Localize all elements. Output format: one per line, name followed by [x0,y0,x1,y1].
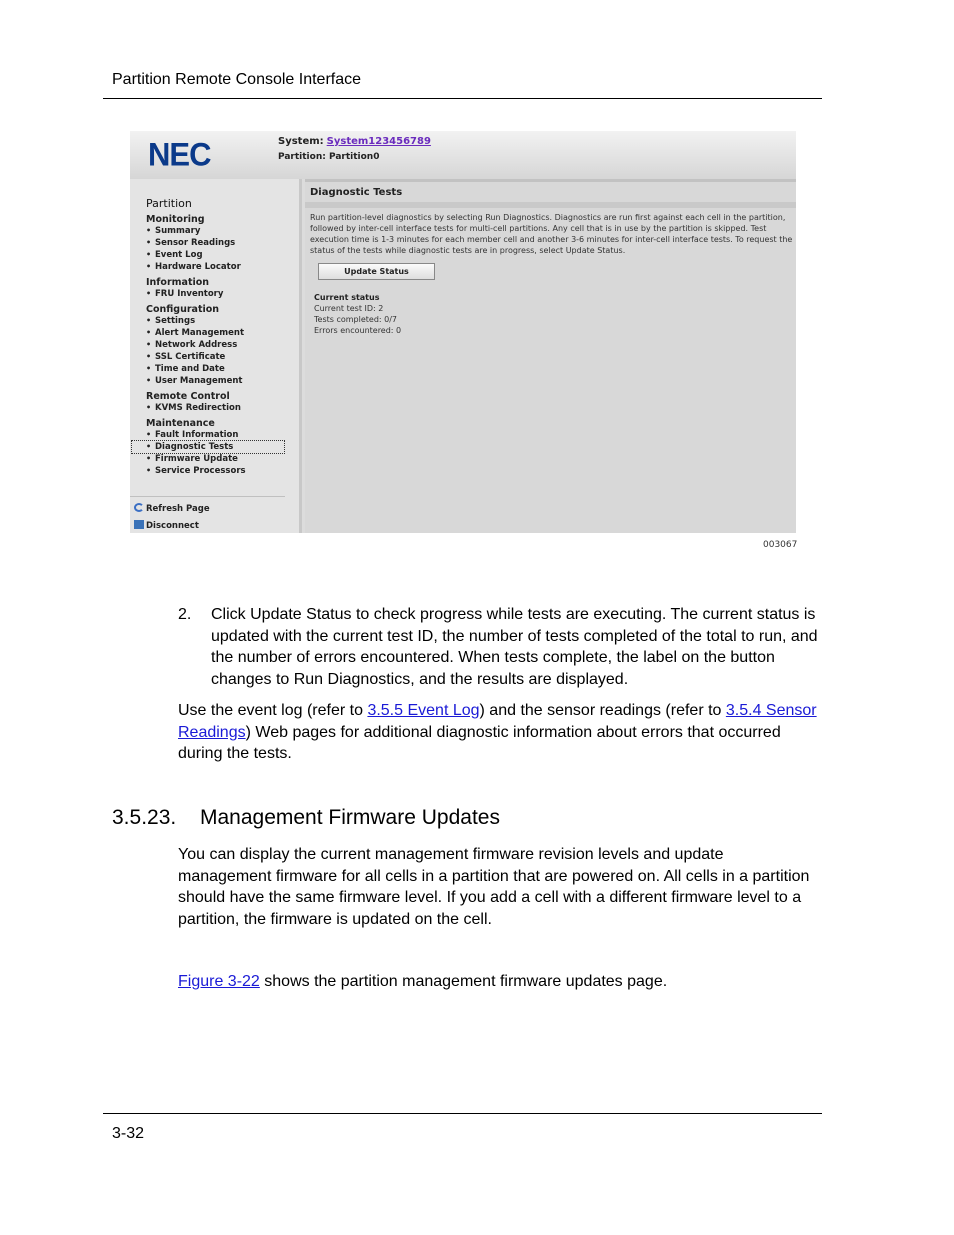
status-tests-completed: Tests completed: 0/7 [314,315,398,324]
step-text: Click Update Status to check progress while tests are executing. The current status is updated with the current test ID, the number of tests completed of the total to run, and the number of errors encountered. When tests complete, the label on the button changes to Run Diagnostics, and the results are displayed. [211,606,818,689]
nav-item-kvms-redirection[interactable]: • KVMS Redirection [146,402,284,414]
footer-rule [103,1113,822,1114]
nav-item-sensor-readings[interactable]: • Sensor Readings [146,237,284,249]
step-2 [178,604,824,691]
paragraph-figure-ref [178,971,818,993]
nav-item-service-processors[interactable]: • Service Processors [146,465,284,477]
nav-section-maintenance: Maintenance [146,418,215,429]
system-label: System: [278,136,324,147]
console-main-panel [305,179,796,533]
para1-text-1: Use the event log (refer to [178,702,368,719]
nav-top-label: Partition [146,197,192,210]
diagnostic-tests-screenshot [130,131,796,533]
status-current-test: Current test ID: 2 [314,304,384,313]
main-title: Diagnostic Tests [310,187,403,198]
disconnect-link[interactable] [134,520,199,531]
main-description: Run partition-level diagnostics by selecting Run Diagnostics. Diagnostics are run first against each cell in the partition, followed by inter-cell interface tests for multi-cell partitions. Any cell that is in use by the partition is skipped. Test execution time is 1-3 minutes for each member cell and another 3-6 minutes for inter-cell interface tests. To request the status of the tests while diagnostic tests are in progress, select Update Status. [310,213,793,255]
current-status [314,292,401,336]
nav-section-information: Information [146,277,210,288]
status-title: Current status [314,293,380,302]
link-event-log[interactable]: 3.5.5 Event Log [367,702,480,719]
nav-item-alert-management[interactable]: • Alert Management [146,327,284,339]
nav-item-firmware-update[interactable]: • Firmware Update [146,453,284,465]
status-errors: Errors encountered: 0 [314,326,402,335]
header-rule [103,98,822,99]
running-header: Partition Remote Console Interface [112,71,362,88]
nav-item-fru-inventory[interactable]: • FRU Inventory [146,288,284,300]
nav-divider [130,496,285,497]
nav-item-user-management[interactable]: • User Management [146,375,284,387]
refresh-page-link[interactable] [134,503,210,514]
para3-text: shows the partition management firmware updates page. [259,973,668,990]
nav-section-configuration: Configuration [146,304,220,315]
para1-text-2: ) and the sensor readings (refer to [479,702,726,719]
nav-item-network-address[interactable]: • Network Address [146,339,284,351]
nec-logo: NEC [148,136,211,173]
system-link[interactable]: System123456789 [326,136,431,147]
title-bar [305,202,796,208]
console-nav [146,197,284,477]
section-heading [112,806,500,830]
nav-item-diagnostic-tests[interactable]: • Diagnostic Tests [132,441,284,453]
nav-item-hardware-locator[interactable]: • Hardware Locator [146,261,284,273]
refresh-label: Refresh Page [146,504,210,514]
nav-section-remote-control: Remote Control [146,391,230,402]
console-banner [130,131,796,179]
nav-item-summary[interactable]: • Summary [146,225,284,237]
link-sensor-readings[interactable]: 3.5.4 Sensor Readings [178,702,817,741]
page-number: 3-32 [112,1125,145,1142]
system-line [278,136,431,147]
paragraph-firmware: You can display the current management firmware revision levels and update management firmware for all cells in a partition that are powered on. All cells in a partition should have the same firmware level. If you add a cell with a different firmware level to a partition, the firmware is updated on the cell. [178,846,810,929]
link-figure-3-22[interactable]: Figure 3-22 [178,973,260,990]
nav-item-ssl-certificate[interactable]: • SSL Certificate [146,351,284,363]
nav-item-event-log[interactable]: • Event Log [146,249,284,261]
refresh-icon [134,503,144,512]
nav-item-time-and-date[interactable]: • Time and Date [146,363,284,375]
disconnect-label: Disconnect [146,521,199,531]
paragraph-event-log [178,700,818,765]
nav-section-monitoring: Monitoring [146,214,205,225]
section-title: Management Firmware Updates [200,806,500,829]
disconnect-icon [134,520,144,529]
nav-item-settings[interactable]: • Settings [146,315,284,327]
para1-text-3: ) Web pages for additional diagnostic information about errors that occurred during the tests. [178,723,781,763]
step-number: 2. [178,606,192,623]
partition-line: Partition: Partition0 [278,152,380,162]
section-number: 3.5.23. [112,806,177,829]
figure-code: 003067 [763,540,798,550]
update-status-button[interactable]: Update Status [318,263,435,280]
console-nav-panel [130,179,302,533]
nav-item-fault-information[interactable]: • Fault Information [146,429,284,441]
